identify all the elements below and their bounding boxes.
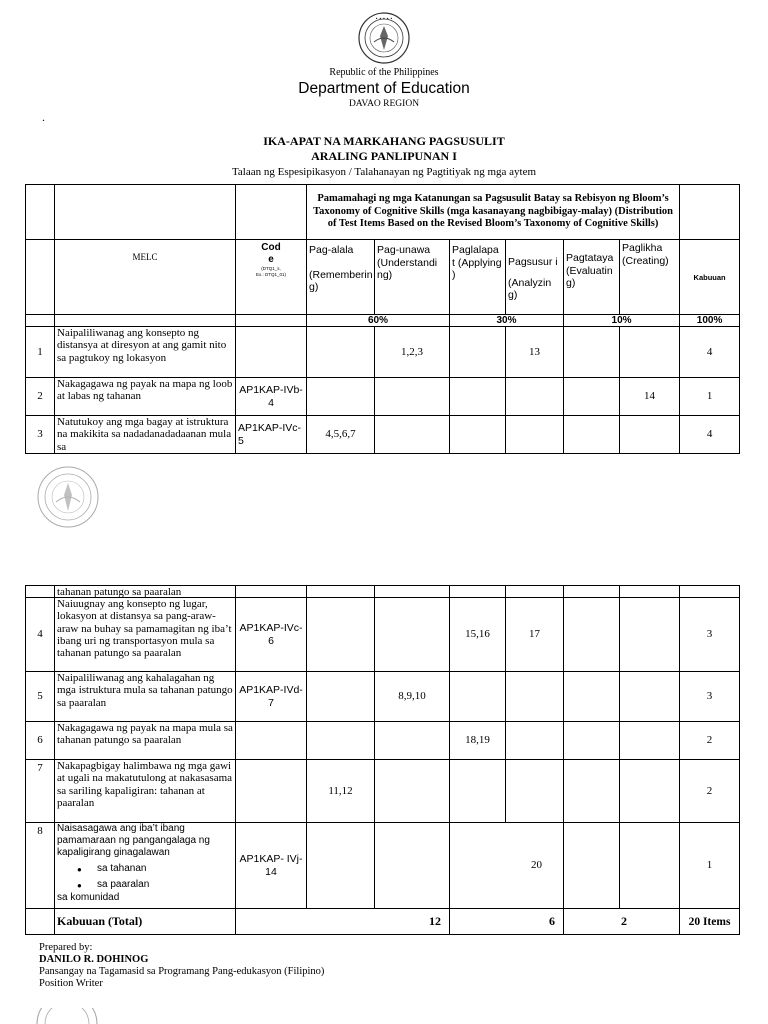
- code-note-1: (DTQ1_s,: [261, 266, 281, 271]
- bloom-header: Pamamahagi ng mga Katanungan sa Pagsusulit Batay sa Rebisyon ng Bloom’s Taxonomy of Cognitive Skills (mga kasanayang nagbibigay-malay) (Distribution of Test Items Based on the Revised Bloom’s Taxonomy of Cognitive Skills): [307, 185, 680, 240]
- evaluating-cell: [564, 598, 620, 672]
- total-cell: 3: [680, 672, 740, 722]
- evaluating-cell: [564, 378, 620, 416]
- subject-title: ARALING PANLIPUNAN I: [311, 149, 457, 163]
- svg-text:• • • • •: • • • • •: [375, 16, 393, 21]
- applying-cell: [450, 416, 506, 454]
- creating-cell: [620, 823, 680, 909]
- melc-tail: sa komunidad: [57, 892, 120, 903]
- melc-cell: [55, 823, 236, 909]
- row-num: 3: [26, 416, 55, 454]
- understanding-cell: [375, 760, 450, 823]
- row-num: 6: [26, 722, 55, 760]
- total-cell: 2: [680, 760, 740, 823]
- table-row: [26, 722, 740, 760]
- total-cell: 4: [680, 416, 740, 454]
- table-row: [26, 327, 740, 378]
- code-cell: AP1KAP-IVc-6: [236, 598, 307, 672]
- creating-header: Paglikha (Creating): [620, 240, 680, 315]
- remembering-label: Pag-alala: [309, 244, 354, 256]
- list-item: ● sa tahanan: [57, 863, 233, 875]
- analyzing-cell: 20: [450, 823, 564, 909]
- code-cell: AP1KAP-IVc-5: [236, 416, 307, 454]
- row-num: 2: [26, 378, 55, 416]
- specification-table-part1: [25, 184, 740, 454]
- grand-total-items: 20 Items: [680, 909, 740, 935]
- creating-cell: [620, 672, 680, 722]
- pct-30: 30%: [450, 315, 564, 327]
- melc-header: MELC: [55, 240, 236, 315]
- total-cell: 3: [680, 598, 740, 672]
- applying-cell: [450, 378, 506, 416]
- melc-text: Nakagagawa ng payak na mapa mula sa tahanan patungo sa paaralan: [55, 722, 236, 760]
- code-cell: AP1KAP- IVj-14: [236, 823, 307, 909]
- creating-cell: [620, 416, 680, 454]
- understanding-header: [375, 240, 450, 315]
- evaluating-cell: [564, 416, 620, 454]
- pct-100: 100%: [680, 315, 740, 327]
- table-row: [26, 823, 740, 909]
- melc-text: Nakapagbigay halimbawa ng mga gawi at ugali na makatutulong at nakasasama sa sariling kapaligiran: tahanan at paaralan: [55, 760, 236, 823]
- analyzing-label: Pagsusur i: [508, 256, 558, 268]
- analyzing-english: (Analyzin g): [508, 276, 552, 301]
- applying-cell: 15,16: [450, 598, 506, 672]
- remembering-cell: [307, 598, 375, 672]
- understanding-cell: [375, 378, 450, 416]
- analyzing-cell: [506, 672, 564, 722]
- code-cell: AP1KAP-IVb-4: [236, 378, 307, 416]
- republic-line: Republic of the Philippines: [329, 67, 439, 78]
- prepared-by-label: Prepared by:: [39, 942, 93, 953]
- remembering-cell: 11,12: [307, 760, 375, 823]
- remembering-english: (Rememberin g): [309, 268, 373, 293]
- pct-empty-2: [55, 315, 236, 327]
- header-num-cell: [26, 240, 55, 315]
- applying-cell: [450, 760, 506, 823]
- evaluating-cell: [564, 672, 620, 722]
- row-num: 4: [26, 598, 55, 672]
- grand-total-row: [26, 909, 740, 935]
- preparer-position: Pansangay na Tagamasid sa Programang Pang-edukasyon (Filipino): [39, 966, 325, 977]
- remembering-cell: [307, 823, 375, 909]
- code-cell: [236, 722, 307, 760]
- applying-header: Paglalapa t (Applying ): [450, 240, 506, 315]
- pct-empty-1: [26, 315, 55, 327]
- melc-text: Naisasagawa ang iba’t ibang pamamaraan ng pangangalaga ng kapaligirang ginagalawan: [57, 823, 210, 858]
- code-cell: [236, 760, 307, 823]
- understanding-cell: 1,2,3: [375, 327, 450, 378]
- analyzing-cell: 13: [506, 327, 564, 378]
- specification-table-part2: [25, 585, 740, 935]
- list-item: ● sa paaralan: [57, 879, 233, 891]
- total-cell: 2: [680, 722, 740, 760]
- grand-empty-cell: [26, 909, 55, 935]
- code-label-1: Cod: [261, 242, 281, 253]
- table-row: [26, 416, 740, 454]
- creating-cell: [620, 722, 680, 760]
- corner-cell-code: [236, 185, 307, 240]
- melc-text: Naipaliliwanag ang kahalagahan ng mga istruktura mula sa tahanan patungo sa paaralan: [55, 672, 236, 722]
- cont-num-cell: [26, 586, 55, 598]
- stray-dot: .: [42, 110, 45, 124]
- melc-bullet-list: [57, 863, 233, 891]
- region-line: DAVAO REGION: [348, 99, 420, 109]
- pct-empty-3: [236, 315, 307, 327]
- deped-seal-watermark: [37, 466, 99, 528]
- applying-cell: [450, 327, 506, 378]
- exam-title: IKA-APAT NA MARKAHANG PAGSUSULIT: [263, 134, 505, 148]
- remembering-cell: [307, 378, 375, 416]
- evaluating-cell: [564, 327, 620, 378]
- understanding-english: (Understandi ng): [377, 256, 438, 281]
- analyzing-cell: [506, 378, 564, 416]
- grand-total-6: 6: [450, 909, 564, 935]
- grand-total-label: Kabuuan (Total): [55, 909, 236, 935]
- analyzing-cell: 17: [506, 598, 564, 672]
- understanding-cell: [375, 823, 450, 909]
- analyzing-header: [506, 240, 564, 315]
- creating-cell: 14: [620, 378, 680, 416]
- row-num: 7: [26, 760, 55, 823]
- pct-10: 10%: [564, 315, 680, 327]
- creating-cell: [620, 327, 680, 378]
- table-row: [26, 760, 740, 823]
- applying-cell: [450, 672, 506, 722]
- melc-text: Nakagagawa ng payak na mapa ng loob at labas ng tahanan: [55, 378, 236, 416]
- evaluating-cell: [564, 760, 620, 823]
- code-cell: AP1KAP-IVd-7: [236, 672, 307, 722]
- deped-seal: [358, 12, 410, 64]
- understanding-cell: [375, 722, 450, 760]
- melc-text: Naiuugnay ang konsepto ng lugar, lokasyon at distansya sa pang-araw-araw na buhay sa pamamagitan ng iba’t ibang uri ng transportasyon mula sa tahanan patungo sa paaralan: [55, 598, 236, 672]
- row-num: 5: [26, 672, 55, 722]
- corner-cell-total: [680, 185, 740, 240]
- table-row: [26, 598, 740, 672]
- total-cell: 1: [680, 378, 740, 416]
- melc-text: Naipaliliwanag ang konsepto ng distansya at diresyon at ang gamit nito sa pagtukoy ng lokasyon: [55, 327, 236, 378]
- evaluating-cell: [564, 722, 620, 760]
- understanding-cell: 8,9,10: [375, 672, 450, 722]
- preparer-role: Position Writer: [39, 978, 103, 989]
- code-label-2: e: [268, 254, 274, 265]
- code-cell: [236, 327, 307, 378]
- total-cell: 1: [680, 823, 740, 909]
- row-num: 8: [26, 823, 55, 909]
- remembering-cell: [307, 722, 375, 760]
- remembering-header: [307, 240, 375, 315]
- melc-text: Natutukoy ang mga bagay at istruktura na makikita sa nadadanadadaanan mula sa: [55, 416, 236, 454]
- corner-cell-num: [26, 185, 55, 240]
- analyzing-cell: [506, 760, 564, 823]
- row-num: 1: [26, 327, 55, 378]
- analyzing-cell: [506, 416, 564, 454]
- understanding-cell: [375, 416, 450, 454]
- department-title: Department of Education: [298, 80, 470, 97]
- analyzing-cell: [506, 722, 564, 760]
- evaluating-header: Pagtataya (Evaluatin g): [564, 240, 620, 315]
- deped-seal-bottom: [36, 1008, 98, 1024]
- melc-continuation: tahanan patungo sa paaralan: [55, 586, 236, 598]
- code-header: [236, 240, 307, 315]
- table-row: [26, 672, 740, 722]
- preparer-name: DANILO R. DOHINOG: [39, 954, 149, 965]
- applying-cell: 18,19: [450, 722, 506, 760]
- creating-cell: [620, 598, 680, 672]
- total-cell: 4: [680, 327, 740, 378]
- remembering-cell: 4,5,6,7: [307, 416, 375, 454]
- code-note-2: Ex.: DTQ1_01): [255, 272, 286, 277]
- remembering-cell: [307, 672, 375, 722]
- total-header: Kabuuan: [680, 240, 740, 315]
- creating-cell: [620, 760, 680, 823]
- grand-total-2: 2: [564, 909, 680, 935]
- evaluating-cell: [564, 823, 620, 909]
- understanding-label: Pag-unawa: [377, 244, 431, 256]
- table-row: [26, 378, 740, 416]
- remembering-cell: [307, 327, 375, 378]
- corner-cell-melc: [55, 185, 236, 240]
- understanding-cell: [375, 598, 450, 672]
- table-subtitle: Talaan ng Espesipikasyon / Talahanayan ng Pagtitiyak ng mga aytem: [231, 166, 537, 178]
- pct-60: 60%: [307, 315, 450, 327]
- grand-total-12: 12: [236, 909, 450, 935]
